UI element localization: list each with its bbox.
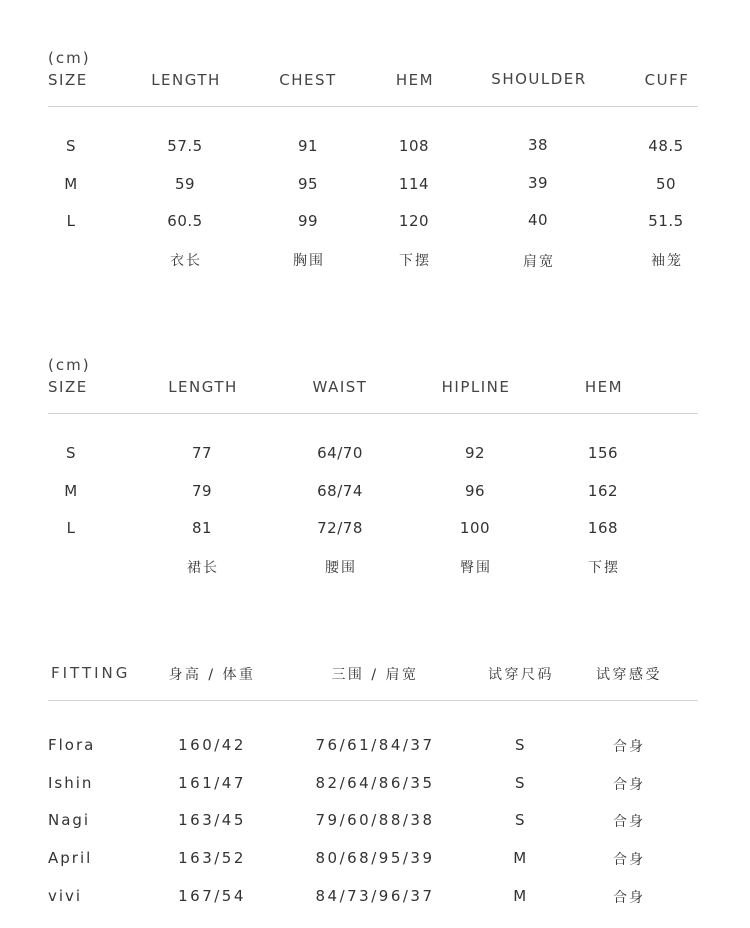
waist-cell: 72/78 (317, 519, 363, 537)
header-height-weight: 身高 / 体重 (168, 667, 256, 683)
zh-hem-label: 下摆 (588, 560, 620, 576)
model-name: Flora (48, 736, 96, 754)
size-cell: M (64, 482, 78, 500)
fit-feeling-cell: 合身 (613, 814, 645, 830)
zh-hipline-label: 臀围 (460, 560, 492, 576)
height-weight-cell: 161/47 (178, 774, 246, 792)
size-cell: L (66, 212, 76, 230)
measurements-cell: 76/61/84/37 (315, 736, 435, 754)
hem-cell: 156 (587, 444, 619, 462)
trial-size-cell: S (514, 736, 526, 754)
fit-feeling-cell: 合身 (613, 890, 645, 906)
shoulder-cell: 40 (527, 211, 549, 229)
shoulder-cell: 38 (527, 136, 549, 154)
height-weight-cell: 167/54 (178, 887, 246, 905)
model-name: Nagi (48, 811, 91, 829)
size-cell: S (65, 444, 77, 462)
size-cell: L (66, 519, 76, 537)
height-weight-cell: 160/42 (178, 736, 246, 754)
zh-length-label: 裙长 (187, 560, 219, 576)
zh-hem-label: 下摆 (399, 253, 431, 269)
waist-cell: 64/70 (317, 444, 363, 462)
trial-size-cell: M (513, 849, 527, 867)
fit-feeling-cell: 合身 (613, 739, 645, 755)
header-size: SIZE (48, 71, 88, 89)
fit-feeling-cell: 合身 (613, 777, 645, 793)
header-fit-feeling: 试穿感受 (596, 667, 662, 683)
divider (48, 700, 698, 701)
shoulder-cell: 39 (527, 174, 549, 192)
zh-chest-label: 胸围 (293, 253, 325, 269)
measurements-cell: 79/60/88/38 (315, 811, 435, 829)
header-trial-size: 试穿尺码 (488, 667, 554, 683)
cuff-cell: 50 (655, 175, 677, 193)
header-hipline: HIPLINE (441, 378, 511, 396)
model-name: vivi (48, 887, 83, 905)
chest-cell: 99 (297, 212, 319, 230)
header-size: SIZE (48, 378, 88, 396)
measurements-cell: 80/68/95/39 (315, 849, 435, 867)
header-length: LENGTH (168, 378, 238, 396)
header-waist: WAIST (312, 378, 368, 396)
chest-cell: 91 (297, 137, 319, 155)
zh-shoulder-label: 肩宽 (523, 254, 555, 270)
unit-label: (cm) (48, 49, 91, 67)
hem-cell: 114 (398, 175, 430, 193)
header-cuff: CUFF (644, 71, 690, 89)
size-cell: M (64, 175, 78, 193)
waist-cell: 68/74 (317, 482, 363, 500)
zh-cuff-label: 袖笼 (651, 253, 683, 269)
cuff-cell: 51.5 (648, 212, 684, 230)
header-shoulder: SHOULDER (491, 70, 587, 88)
height-weight-cell: 163/45 (178, 811, 246, 829)
header-measurements: 三围 / 肩宽 (331, 667, 419, 683)
header-chest: CHEST (279, 71, 337, 89)
hem-cell: 162 (587, 482, 619, 500)
unit-label: (cm) (48, 356, 91, 374)
header-fitting: FITTING (51, 664, 131, 682)
header-hem: HEM (584, 378, 624, 396)
cuff-cell: 48.5 (648, 137, 684, 155)
zh-length-label: 衣长 (170, 253, 202, 269)
measurements-cell: 82/64/86/35 (315, 774, 435, 792)
header-hem: HEM (395, 71, 435, 89)
zh-waist-label: 腰围 (325, 560, 357, 576)
length-cell: 60.5 (167, 212, 203, 230)
length-cell: 81 (191, 519, 213, 537)
hem-cell: 168 (587, 519, 619, 537)
fit-feeling-cell: 合身 (613, 852, 645, 868)
model-name: Ishin (48, 774, 94, 792)
length-cell: 77 (191, 444, 213, 462)
trial-size-cell: S (514, 811, 526, 829)
hipline-cell: 96 (464, 482, 486, 500)
chest-cell: 95 (297, 175, 319, 193)
measurements-cell: 84/73/96/37 (315, 887, 435, 905)
hem-cell: 108 (398, 137, 430, 155)
length-cell: 59 (174, 175, 196, 193)
hem-cell: 120 (398, 212, 430, 230)
header-length: LENGTH (151, 71, 221, 89)
size-cell: S (65, 137, 77, 155)
trial-size-cell: S (514, 774, 526, 792)
trial-size-cell: M (513, 887, 527, 905)
divider (48, 106, 698, 107)
hipline-cell: 100 (459, 519, 491, 537)
divider (48, 413, 698, 414)
height-weight-cell: 163/52 (178, 849, 246, 867)
model-name: April (48, 849, 93, 867)
length-cell: 79 (191, 482, 213, 500)
length-cell: 57.5 (167, 137, 203, 155)
hipline-cell: 92 (464, 444, 486, 462)
